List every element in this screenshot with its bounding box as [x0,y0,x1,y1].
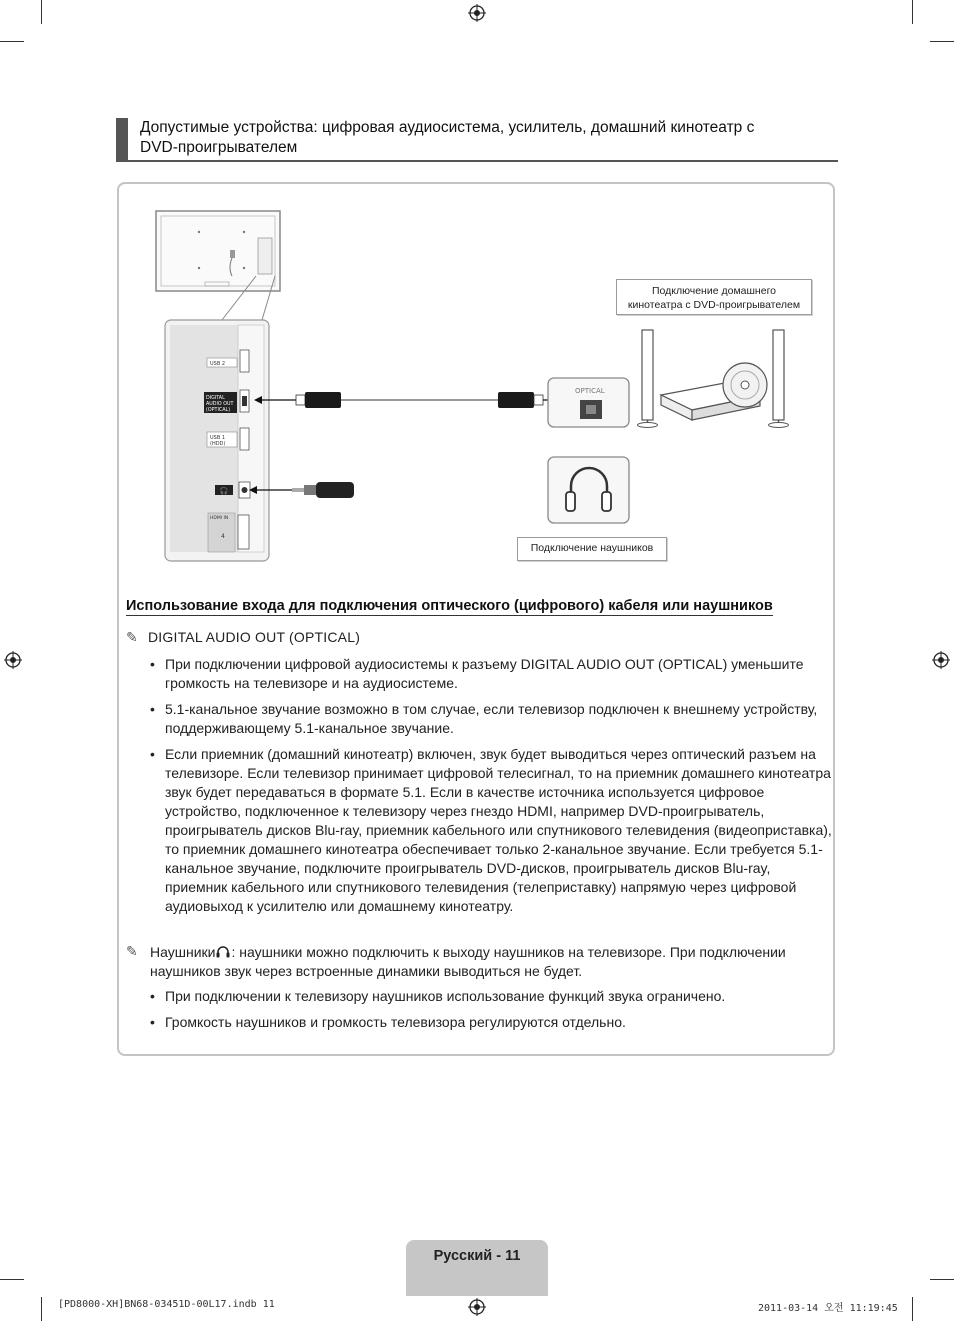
callout-home-theater-line2: кинотеатра с DVD-проигрывателем [627,299,801,311]
panel-label-digital-1: DIGITAL [206,396,225,401]
bullet-icon: • [150,746,155,762]
headphones-icon [548,457,629,523]
panel-label-usb1: USB 1 [210,435,226,441]
callout-home-theater [616,279,812,315]
crop-mark [912,0,913,24]
headphones-small-icon [215,945,231,958]
crop-mark [930,1279,954,1280]
section-title-line2: DVD-проигрывателем [140,139,298,156]
crop-mark [41,1297,42,1321]
svg-text:🎧: 🎧 [219,487,229,495]
crop-mark [0,41,24,42]
panel-label-hdmi-number: 4 [221,533,225,540]
home-theater-icon [638,330,789,428]
bullet-icon: • [150,1014,155,1030]
bullet-icon: • [150,656,155,672]
registration-mark-icon [4,651,22,669]
list-item-text: Если приемник (домашний кинотеатр) включен, звук будет выводиться через оптический разъем на телевизоре. Если телевизор принимает цифровой телесигнал, то на приемник домашнего кинотеатра звук будет передаваться в формате 5.1. Если в качестве источника используется цифровое устройство, подключенное к телевизору через гнездо HDMI, например DVD-проигрыватель, проигрыватель дисков Blu-ray, приемник кабельного или спутникового телевидения (видеоприставка), то приемник домашнего кинотеатра обеспечивает только 2-канальное звучание. Если требуется 5.1-канальное звучание, подключите проигрыватель DVD-дисков, проигрыватель дисков Blu-ray, приемник кабельного или спутникового телевидения (телеприставку) напрямую через цифровой аудиовыход к усилителю или домашнему кинотеатру. [165,746,832,914]
registration-mark-icon [468,4,486,22]
panel-label-hdmi: HDMI IN [210,516,229,521]
note-headphones-pencil [126,942,148,961]
list-item-text: Громкость наушников и громкость телевизора регулируются отдельно. [165,1014,626,1030]
crop-mark [41,0,42,24]
panel-label-digital-3: (OPTICAL) [206,408,231,413]
note-optical [126,628,360,647]
list-item-text: 5.1-канальное звучание возможно в том случае, если телевизор подключен к внешнему устройству, поддерживающему 5.1-канальное звучание. [165,701,818,736]
section-header-bar [116,118,128,160]
note-headphones [150,943,840,981]
note-headphones-term: Наушники [150,944,216,960]
bullet-icon: • [150,988,155,1004]
section-header [116,116,838,162]
tv-rear-icon [156,211,280,320]
optical-port-label: OPTICAL [575,387,605,395]
panel-label-digital-2: AUDIO OUT [206,402,234,407]
callout-home-theater-line1: Подключение домашнего [651,285,777,297]
optical-port-box [548,378,629,427]
page-number-tab [406,1240,548,1296]
crop-mark [930,41,954,42]
panel-label-usb2: USB 2 [210,361,226,367]
registration-mark-icon [932,651,950,669]
page-number: Русский - 11 [433,1248,521,1264]
list-item-text: При подключении к телевизору наушников использование функций звука ограничено. [165,988,726,1004]
note-optical-term: DIGITAL AUDIO OUT (OPTICAL) [148,629,361,645]
footer-date-time: 2011-03-14 오전 11:19:45 [758,1303,898,1314]
section-title [140,118,840,158]
callout-headphones [517,537,667,561]
content-heading: Использование входа для подключения оптического (цифрового) кабеля или наушников [126,598,773,614]
optical-cable [254,392,582,408]
callout-headphones-label: Подключение наушников [530,542,654,554]
note-pencil-icon: ✎ [126,943,138,959]
registration-mark-icon [468,1298,486,1316]
footer-file-info: [PD8000-XH]BN68-03451D-00L17.indb 11 [58,1299,275,1310]
note-pencil-icon: ✎ [126,629,138,645]
section-title-line1: Допустимые устройства: цифровая аудиосистема, усилитель, домашний кинотеатр с [140,119,755,136]
tv-connector-panel [165,320,269,561]
list-item-text: При подключении цифровой аудиосистемы к разъему DIGITAL AUDIO OUT (OPTICAL) уменьшите громкость на телевизоре и на аудиосистеме. [165,656,804,691]
crop-mark [912,1297,913,1321]
note-headphones-text: : наушники можно подключить к выходу наушников на телевизоре. При подключении наушников звук через встроенные динамики выводиться не будет. [150,944,786,979]
connection-diagram [150,205,810,565]
panel-label-usb1-hdd: (HDD) [210,441,226,447]
bullet-icon: • [150,701,155,717]
crop-mark [0,1279,24,1280]
